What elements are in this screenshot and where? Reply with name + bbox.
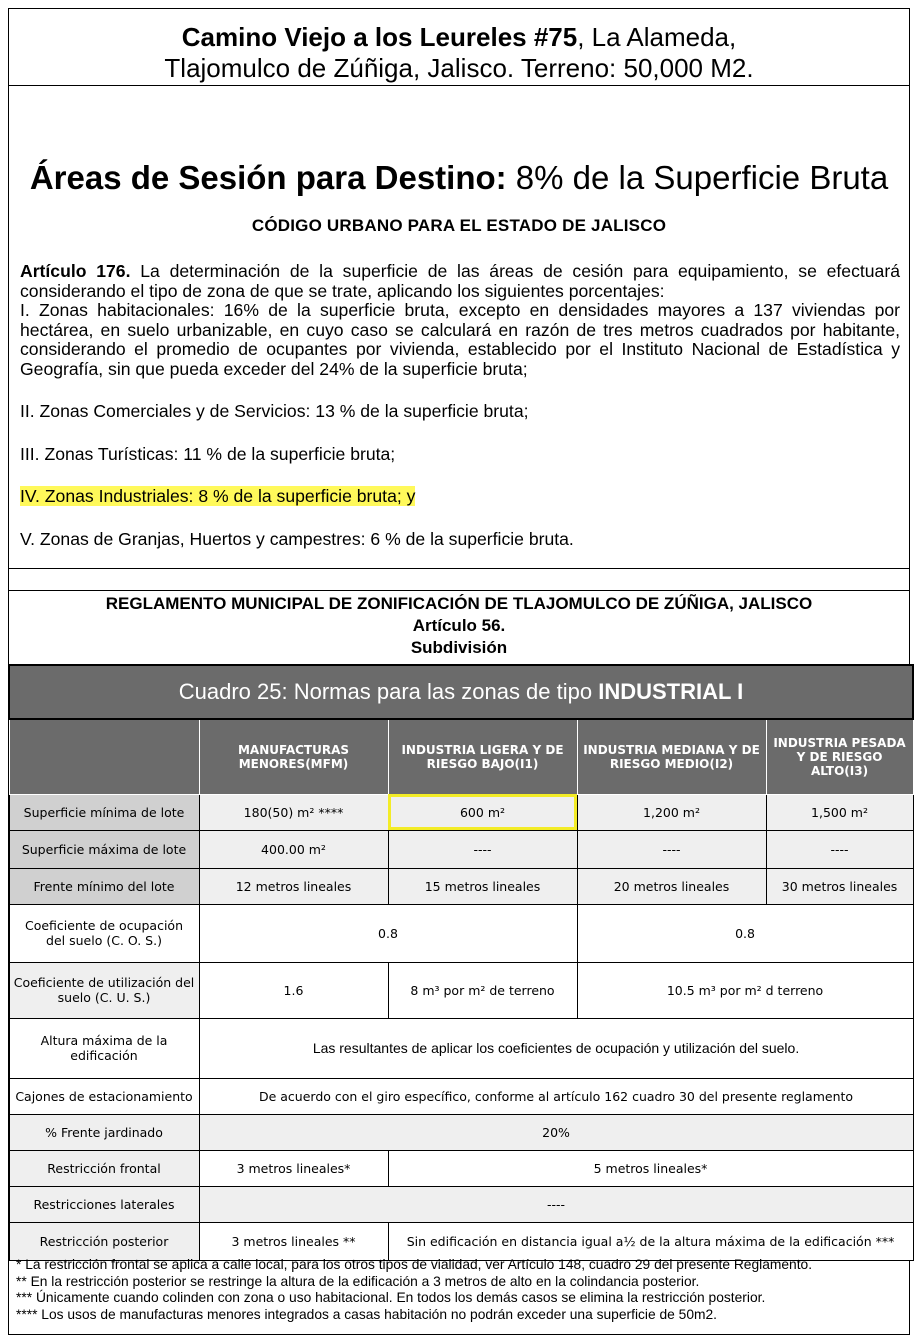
table-cell: 12 metros lineales — [199, 868, 388, 904]
column-header-empty — [9, 719, 199, 794]
row-header: Superficie mínima de lote — [9, 794, 199, 830]
row-header: Restricción frontal — [9, 1150, 199, 1186]
footnote: *** Únicamente cuando colinden con zona o uso habitacional. En todos los demás casos se elimina la restricción posterior. — [16, 1290, 766, 1305]
table-cell: 600 m² — [388, 794, 577, 830]
table-cell: 10.5 m³ por m² d terreno — [577, 962, 913, 1018]
table-cell: 1,500 m² — [766, 794, 913, 830]
article-item-3: III. Zonas Turísticas: 11 % de la superficie bruta; — [20, 443, 396, 464]
areas-title-bold: Áreas de Sesión para Destino: — [29, 159, 507, 196]
address-header — [8, 8, 910, 86]
table-cell: 0.8 — [577, 904, 913, 962]
article-176 — [20, 262, 900, 549]
column-header: INDUSTRIA MEDIANA Y DE RIESGO MEDIO(I2) — [577, 719, 766, 794]
areas-section — [8, 86, 910, 236]
row-header: Cajones de estacionamiento — [9, 1078, 199, 1114]
section-divider — [8, 568, 910, 569]
article-intro-text: La determinación de la superficie de las áreas de cesión para equipamiento, se efectuará considerando el tipo de zona de que se trate, aplicando los siguientes porcentajes: — [20, 261, 900, 301]
row-header: Superficie máxima de lote — [9, 830, 199, 868]
article-item-2: II. Zonas Comerciales y de Servicios: 13 % de la superficie bruta; — [20, 401, 529, 421]
table-row — [9, 1114, 913, 1150]
article-item-4-highlight: IV. Zonas Industriales: 8 % de la superficie bruta; y — [20, 486, 416, 506]
column-header: MANUFACTURAS MENORES(MFM) — [199, 719, 388, 794]
row-header: Frente mínimo del lote — [9, 868, 199, 904]
table-row — [9, 1018, 913, 1078]
section-divider — [8, 590, 910, 591]
table-cell: ---- — [388, 830, 577, 868]
norms-table — [8, 664, 914, 1261]
reglamento-title: REGLAMENTO MUNICIPAL DE ZONIFICACIÓN DE TLAJOMULCO DE ZÚÑIGA, JALISCO — [105, 594, 813, 613]
column-header: INDUSTRIA LIGERA Y DE RIESGO BAJO(I1) — [388, 719, 577, 794]
reglamento-section: Subdivisión — [410, 638, 508, 657]
table-row — [9, 1078, 913, 1114]
table-row — [9, 1150, 913, 1186]
footnote: **** Los usos de manufacturas menores integrados a casas habitación no podrán exceder una superficie de 50m2. — [16, 1306, 718, 1322]
table-cell: 20% — [199, 1114, 913, 1150]
table-cell: ---- — [577, 830, 766, 868]
table-row — [9, 1186, 913, 1222]
table-cell: 400.00 m² — [199, 830, 388, 868]
article-intro — [20, 262, 900, 301]
table-caption — [9, 665, 913, 719]
code-title: CÓDIGO URBANO PARA EL ESTADO DE JALISCO — [251, 216, 667, 235]
reglamento-heading — [8, 593, 910, 659]
article-item-5: V. Zonas de Granjas, Huertos y campestres: 6 % de la superficie bruta. — [20, 528, 574, 549]
row-header: Coeficiente de utilización del suelo (C. U. S.) — [9, 962, 199, 1018]
row-header: Coeficiente de ocupación del suelo (C. O. S.) — [9, 904, 199, 962]
table-row — [9, 962, 913, 1018]
table-row — [9, 1222, 913, 1260]
table-cell: Las resultantes de aplicar los coeficientes de ocupación y utilización del suelo. — [199, 1018, 913, 1078]
address-line-2: Tlajomulco de Zúñiga, Jalisco. Terreno: 50,000 M2. — [164, 53, 754, 83]
table-cell: Sin edificación en distancia igual a½ de la altura máxima de la edificación *** — [388, 1222, 913, 1260]
address-neighborhood: , La Alameda, — [577, 22, 737, 52]
table-cell: 8 m³ por m² de terreno — [388, 962, 577, 1018]
row-header: Altura máxima de la edificación — [9, 1018, 199, 1078]
table-cell: De acuerdo con el giro específico, conforme al artículo 162 cuadro 30 del presente reglamento — [199, 1078, 913, 1114]
footnote: * La restricción frontal se aplica a calle local, para los otros tipos de vialidad, ver Artículo 148, cuadro 29 del presente Reglamento. — [16, 1257, 813, 1272]
table-cell: 30 metros lineales — [766, 868, 913, 904]
reglamento-article: Artículo 56. — [412, 616, 506, 635]
table-row — [9, 904, 913, 962]
table-cell: ---- — [766, 830, 913, 868]
table-cell: 3 metros lineales* — [199, 1150, 388, 1186]
table-cell: ---- — [199, 1186, 913, 1222]
table-cell: 3 metros lineales ** — [199, 1222, 388, 1260]
table-caption-prefix: Cuadro 25: Normas para las zonas de tipo — [178, 679, 599, 704]
table-cell: 1,200 m² — [577, 794, 766, 830]
table-caption-row — [9, 665, 913, 719]
table-row — [9, 868, 913, 904]
row-header: Restricciones laterales — [9, 1186, 199, 1222]
table-caption-bold: INDUSTRIAL I — [598, 679, 744, 704]
areas-title — [8, 158, 910, 198]
areas-title-rest: 8% de la Superficie Bruta — [506, 159, 889, 196]
table-cell: 0.8 — [199, 904, 577, 962]
table-cell: 1.6 — [199, 962, 388, 1018]
row-header: Restricción posterior — [9, 1222, 199, 1260]
article-label: Artículo 176. — [20, 261, 131, 281]
column-header: INDUSTRIA PESADA Y DE RIESGO ALTO(I3) — [766, 719, 913, 794]
footnote: ** En la restricción posterior se restringe la altura de la edificación a 3 metros de alto en la colindancia posterior. — [16, 1273, 700, 1289]
address-street: Camino Viejo a los Leureles #75 — [181, 22, 578, 52]
table-notes — [16, 1257, 906, 1323]
table-cell: 180(50) m² **** — [199, 794, 388, 830]
article-item-1: I. Zonas habitacionales: 16% de la superficie bruta, excepto en densidades mayores a 137 viviendas por hectárea, en suelo urbanizable, en cuyo caso se calculará en razón de tres metros cuadrados por habitante, considerando el promedio de ocupantes por vivienda, establecido por el Instituto Nacional de Estadística y Geografía, sin que pueda exceder del 24% de la superficie bruta; — [20, 300, 900, 379]
table-row — [9, 794, 913, 830]
table-cell: 15 metros lineales — [388, 868, 577, 904]
article-item-4 — [20, 487, 900, 507]
table-row — [9, 830, 913, 868]
table-header-row — [9, 719, 913, 794]
table-cell: 20 metros lineales — [577, 868, 766, 904]
row-header: % Frente jardinado — [9, 1114, 199, 1150]
table-cell: 5 metros lineales* — [388, 1150, 913, 1186]
address-line-1 — [8, 22, 910, 53]
